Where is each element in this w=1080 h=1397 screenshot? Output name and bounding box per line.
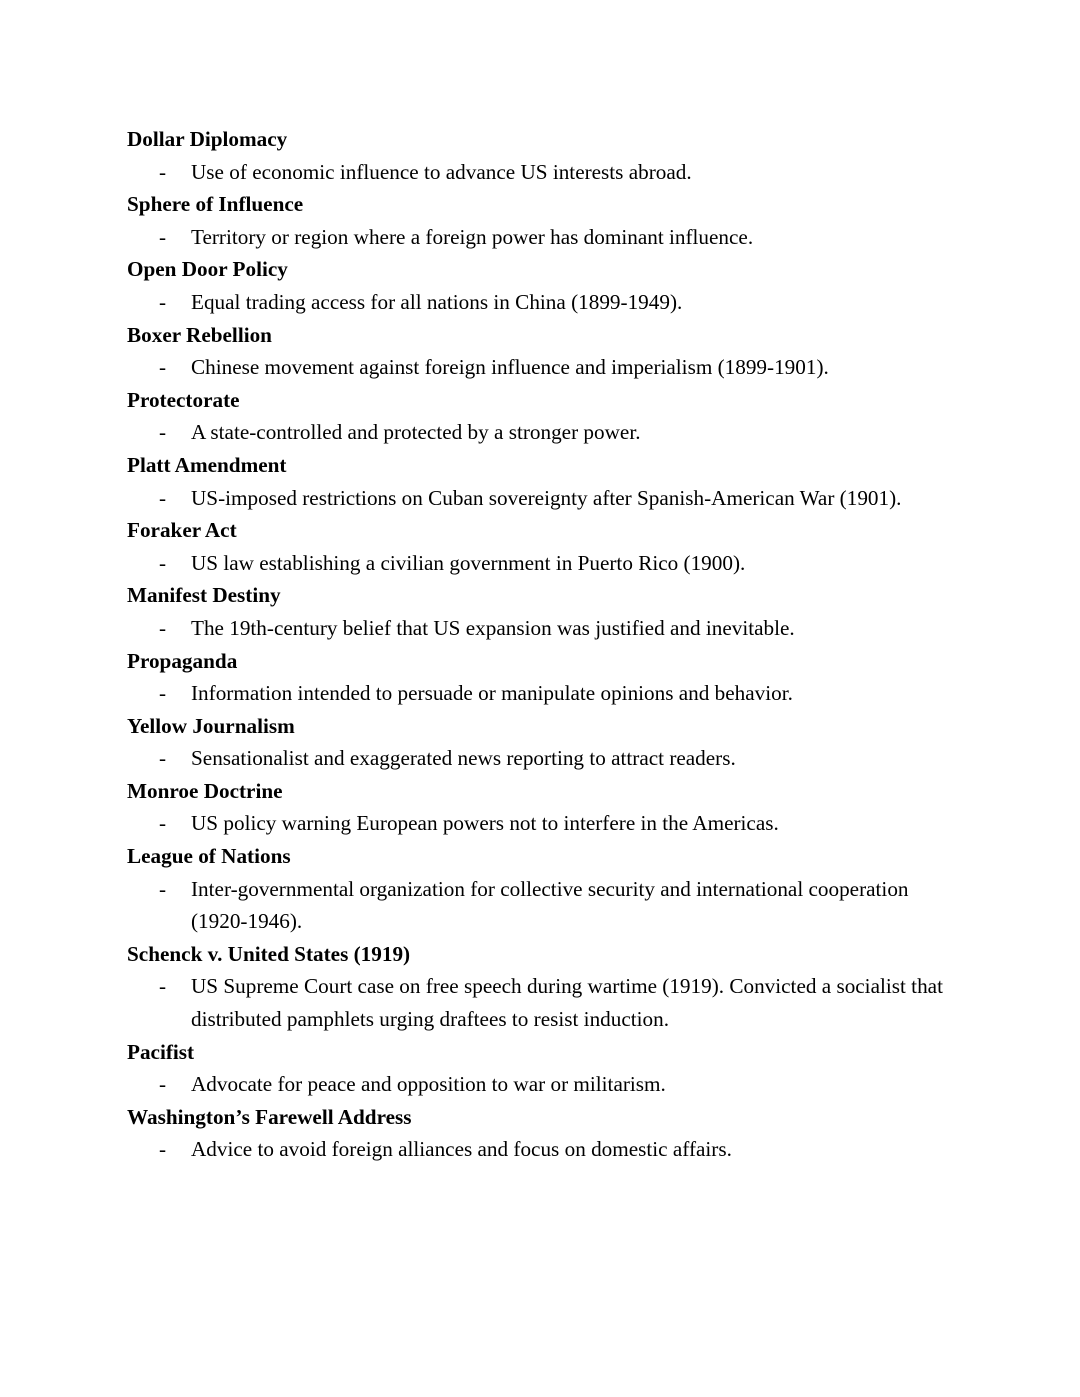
glossary-entry bbox=[127, 384, 953, 449]
bullet-dash: - bbox=[159, 681, 167, 706]
definition-item bbox=[127, 807, 953, 840]
definition-item bbox=[127, 416, 953, 449]
definition-item bbox=[127, 873, 953, 938]
definition-text: Chinese movement against foreign influence and imperialism (1899-1901). bbox=[191, 355, 829, 380]
definition-item bbox=[127, 547, 953, 580]
definition-text: US Supreme Court case on free speech during wartime (1919). Convicted a socialist that distributed pamphlets urging draftees to resist induction. bbox=[191, 974, 943, 1032]
glossary-entry bbox=[127, 710, 953, 775]
definition-item bbox=[127, 1133, 953, 1166]
definition-text: US policy warning European powers not to interfere in the Americas. bbox=[191, 811, 779, 836]
term-heading: Platt Amendment bbox=[127, 452, 287, 477]
definition-item bbox=[127, 1068, 953, 1101]
term-heading: Boxer Rebellion bbox=[127, 322, 272, 347]
term-heading: Washington’s Farewell Address bbox=[127, 1104, 412, 1129]
definition-text: A state-controlled and protected by a stronger power. bbox=[191, 420, 641, 445]
term-heading: Foraker Act bbox=[127, 518, 237, 543]
bullet-dash: - bbox=[159, 1137, 167, 1162]
definition-text: Advocate for peace and opposition to war or militarism. bbox=[191, 1072, 666, 1097]
bullet-dash: - bbox=[159, 550, 167, 575]
glossary-entry bbox=[127, 449, 953, 514]
term-heading: Protectorate bbox=[127, 387, 240, 412]
definition-item bbox=[127, 156, 953, 189]
bullet-dash: - bbox=[159, 746, 167, 771]
bullet-dash: - bbox=[159, 289, 167, 314]
definition-text: Sensationalist and exaggerated news reporting to attract readers. bbox=[191, 746, 736, 771]
glossary-entry bbox=[127, 514, 953, 579]
definition-item bbox=[127, 482, 953, 515]
bullet-dash: - bbox=[159, 615, 167, 640]
definition-item bbox=[127, 742, 953, 775]
bullet-dash: - bbox=[159, 355, 167, 380]
term-heading: Yellow Journalism bbox=[127, 713, 295, 738]
glossary-entry bbox=[127, 319, 953, 384]
term-heading: Propaganda bbox=[127, 648, 238, 673]
bullet-dash: - bbox=[159, 485, 167, 510]
term-heading: Sphere of Influence bbox=[127, 192, 304, 217]
glossary-entry bbox=[127, 840, 953, 938]
glossary-entry bbox=[127, 253, 953, 318]
glossary-entry bbox=[127, 579, 953, 644]
definition-text: US law establishing a civilian government in Puerto Rico (1900). bbox=[191, 550, 746, 575]
glossary-entry bbox=[127, 645, 953, 710]
term-heading: League of Nations bbox=[127, 844, 291, 869]
term-heading: Monroe Doctrine bbox=[127, 778, 283, 803]
glossary-entry bbox=[127, 775, 953, 840]
glossary-entry bbox=[127, 123, 953, 188]
definition-text: Equal trading access for all nations in China (1899-1949). bbox=[191, 289, 683, 314]
glossary-entry bbox=[127, 188, 953, 253]
glossary-entry bbox=[127, 1036, 953, 1101]
glossary-entry bbox=[127, 938, 953, 1036]
bullet-dash: - bbox=[159, 159, 167, 184]
definition-item bbox=[127, 970, 953, 1035]
definition-text: The 19th-century belief that US expansion was justified and inevitable. bbox=[191, 615, 795, 640]
definition-text: Information intended to persuade or manipulate opinions and behavior. bbox=[191, 681, 793, 706]
bullet-dash: - bbox=[159, 811, 167, 836]
definition-text: US-imposed restrictions on Cuban sovereignty after Spanish-American War (1901). bbox=[191, 485, 902, 510]
definition-text: Inter-governmental organization for collective security and international cooperation (1920-1946). bbox=[191, 876, 909, 934]
definition-item bbox=[127, 286, 953, 319]
glossary-list bbox=[127, 123, 953, 1166]
bullet-dash: - bbox=[159, 420, 167, 445]
term-heading: Open Door Policy bbox=[127, 257, 288, 282]
term-heading: Pacifist bbox=[127, 1039, 195, 1064]
term-heading: Schenck v. United States (1919) bbox=[127, 941, 411, 966]
definition-item bbox=[127, 677, 953, 710]
definition-item bbox=[127, 351, 953, 384]
term-heading: Dollar Diplomacy bbox=[127, 127, 288, 151]
term-heading: Manifest Destiny bbox=[127, 583, 281, 608]
bullet-dash: - bbox=[159, 974, 167, 999]
glossary-entry bbox=[127, 1101, 953, 1166]
bullet-dash: - bbox=[159, 224, 167, 249]
definition-text: Use of economic influence to advance US interests abroad. bbox=[191, 159, 692, 184]
bullet-dash: - bbox=[159, 1072, 167, 1097]
definition-text: Advice to avoid foreign alliances and focus on domestic affairs. bbox=[191, 1137, 732, 1162]
definition-item bbox=[127, 612, 953, 645]
definition-item bbox=[127, 221, 953, 254]
bullet-dash: - bbox=[159, 876, 167, 901]
definition-text: Territory or region where a foreign power has dominant influence. bbox=[191, 224, 754, 249]
